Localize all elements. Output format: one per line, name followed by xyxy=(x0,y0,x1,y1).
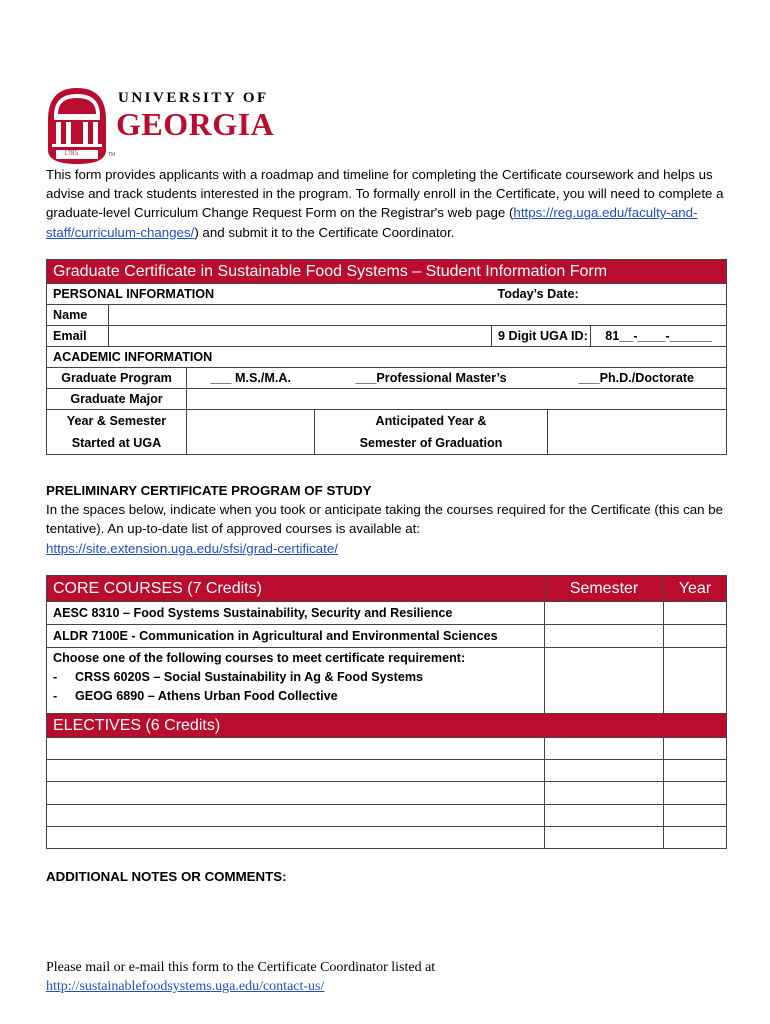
uga-id-field[interactable]: 81__-____-______ xyxy=(591,326,727,347)
start-semester-label-line2: Started at UGA xyxy=(71,436,162,450)
elective-year-field[interactable] xyxy=(664,782,727,805)
elective-semester-field[interactable] xyxy=(545,805,664,827)
uga-id-label: 9 Digit UGA ID: xyxy=(492,326,591,347)
graduate-major-label: Graduate Major xyxy=(47,389,187,410)
elective-row xyxy=(47,805,727,827)
study-heading: PRELIMINARY CERTIFICATE PROGRAM OF STUDY xyxy=(46,483,372,498)
notes-heading: ADDITIONAL NOTES OR COMMENTS: xyxy=(46,869,287,884)
core-course-aldr-year[interactable] xyxy=(664,625,727,648)
graduate-major-field[interactable] xyxy=(187,389,727,410)
program-option-ms-ma[interactable]: ___ M.S./M.A. xyxy=(187,368,315,389)
elective-semester-field[interactable] xyxy=(545,738,664,760)
choice-crss-label: CRSS 6020S – Social Sustainability in Ag & Food Systems xyxy=(75,670,424,684)
elective-course-field[interactable] xyxy=(47,805,545,827)
personal-info-heading: PERSONAL INFORMATION xyxy=(47,284,492,305)
choice-geog xyxy=(53,687,538,706)
footer-text: Please mail or e-mail this form to the Certificate Coordinator listed at xyxy=(46,960,436,975)
todays-date-label: Today’s Date: xyxy=(492,284,727,305)
elective-year-field[interactable] xyxy=(664,738,727,760)
choice-year-field[interactable] xyxy=(664,648,727,714)
logo-year: 1785 xyxy=(64,149,78,157)
intro-text: This form provides applicants with a roadmap and timeline for completing the Certificate coursework and helps us advise and track students interested in the program. To formally enroll in the Certificate, you will need to complete a graduate-level Curriculum Change Request Form on the Registrar's web page ( xyxy=(46,167,724,221)
footer xyxy=(46,958,435,996)
courses-list-link[interactable]: https://site.extension.uga.edu/sfsi/grad-certificate/ xyxy=(46,540,338,556)
elective-semester-field[interactable] xyxy=(545,827,664,849)
graduation-label-line1: Anticipated Year & xyxy=(375,414,487,428)
study-text: In the spaces below, indicate when you took or anticipate taking the courses required for the Certificate (this can be tentative). An up-to-date list of approved courses is available at: xyxy=(46,502,724,537)
elective-year-field[interactable] xyxy=(664,805,727,827)
logo-georgia: GEORGIA xyxy=(116,106,275,142)
program-option-professional-masters[interactable]: ___Professional Master’s xyxy=(315,368,548,389)
bullet-dash: - xyxy=(53,670,58,684)
elective-semester-field[interactable] xyxy=(545,782,664,805)
academic-info-heading: ACADEMIC INFORMATION xyxy=(47,347,727,368)
email-label: Email xyxy=(47,326,109,347)
core-course-aesc-semester[interactable] xyxy=(545,602,664,625)
email-field[interactable] xyxy=(109,326,492,347)
elective-course-field[interactable] xyxy=(47,827,545,849)
choose-one-text: Choose one of the following courses to meet certificate requirement: xyxy=(53,651,466,665)
semester-heading: Semester xyxy=(545,576,664,602)
intro-text-end: ) and submit it to the Certificate Coordinator. xyxy=(194,224,455,240)
elective-row xyxy=(47,738,727,760)
registrar-link[interactable]: https://reg.uga.edu/faculty-and-staff/curriculum-changes/ xyxy=(46,205,698,240)
university-logo xyxy=(44,84,294,166)
logo-university-of: UNIVERSITY OF xyxy=(118,90,269,106)
name-label: Name xyxy=(47,305,109,326)
graduation-semester-label xyxy=(315,410,548,455)
core-course-aesc: AESC 8310 – Food Systems Sustainability, Security and Resilience xyxy=(47,602,545,625)
student-info-form xyxy=(46,259,727,455)
elective-course-field[interactable] xyxy=(47,738,545,760)
core-course-aldr-semester[interactable] xyxy=(545,625,664,648)
form-title: Graduate Certificate in Sustainable Food Systems – Student Information Form xyxy=(47,260,727,284)
graduate-program-label: Graduate Program xyxy=(47,368,187,389)
elective-year-field[interactable] xyxy=(664,760,727,782)
elective-course-field[interactable] xyxy=(47,760,545,782)
bullet-dash: - xyxy=(53,689,58,703)
elective-row xyxy=(47,782,727,805)
course-choice-cell xyxy=(47,648,545,714)
logo-trademark: TM xyxy=(108,152,116,158)
elective-semester-field[interactable] xyxy=(545,760,664,782)
name-field[interactable] xyxy=(109,305,727,326)
contact-link[interactable]: http://sustainablefoodsystems.uga.edu/contact-us/ xyxy=(46,979,325,994)
start-semester-label-line1: Year & Semester xyxy=(66,414,167,428)
elective-course-field[interactable] xyxy=(47,782,545,805)
start-semester-label xyxy=(47,410,187,455)
program-option-phd[interactable]: ___Ph.D./Doctorate xyxy=(548,368,727,389)
electives-heading: ELECTIVES (6 Credits) xyxy=(47,714,727,738)
elective-row xyxy=(47,760,727,782)
choice-semester-field[interactable] xyxy=(545,648,664,714)
study-section xyxy=(46,481,726,558)
intro-paragraph xyxy=(46,165,726,242)
choice-crss xyxy=(53,668,538,687)
graduation-semester-field[interactable] xyxy=(548,410,727,455)
core-course-aldr: ALDR 7100E - Communication in Agricultural and Environmental Sciences xyxy=(47,625,545,648)
choice-geog-label: GEOG 6890 – Athens Urban Food Collective xyxy=(75,689,338,703)
graduation-label-line2: Semester of Graduation xyxy=(359,436,503,450)
core-course-aesc-year[interactable] xyxy=(664,602,727,625)
start-semester-field[interactable] xyxy=(187,410,315,455)
elective-row xyxy=(47,827,727,849)
core-courses-heading: CORE COURSES (7 Credits) xyxy=(47,576,545,602)
courses-table xyxy=(46,575,727,849)
elective-year-field[interactable] xyxy=(664,827,727,849)
year-heading: Year xyxy=(664,576,727,602)
